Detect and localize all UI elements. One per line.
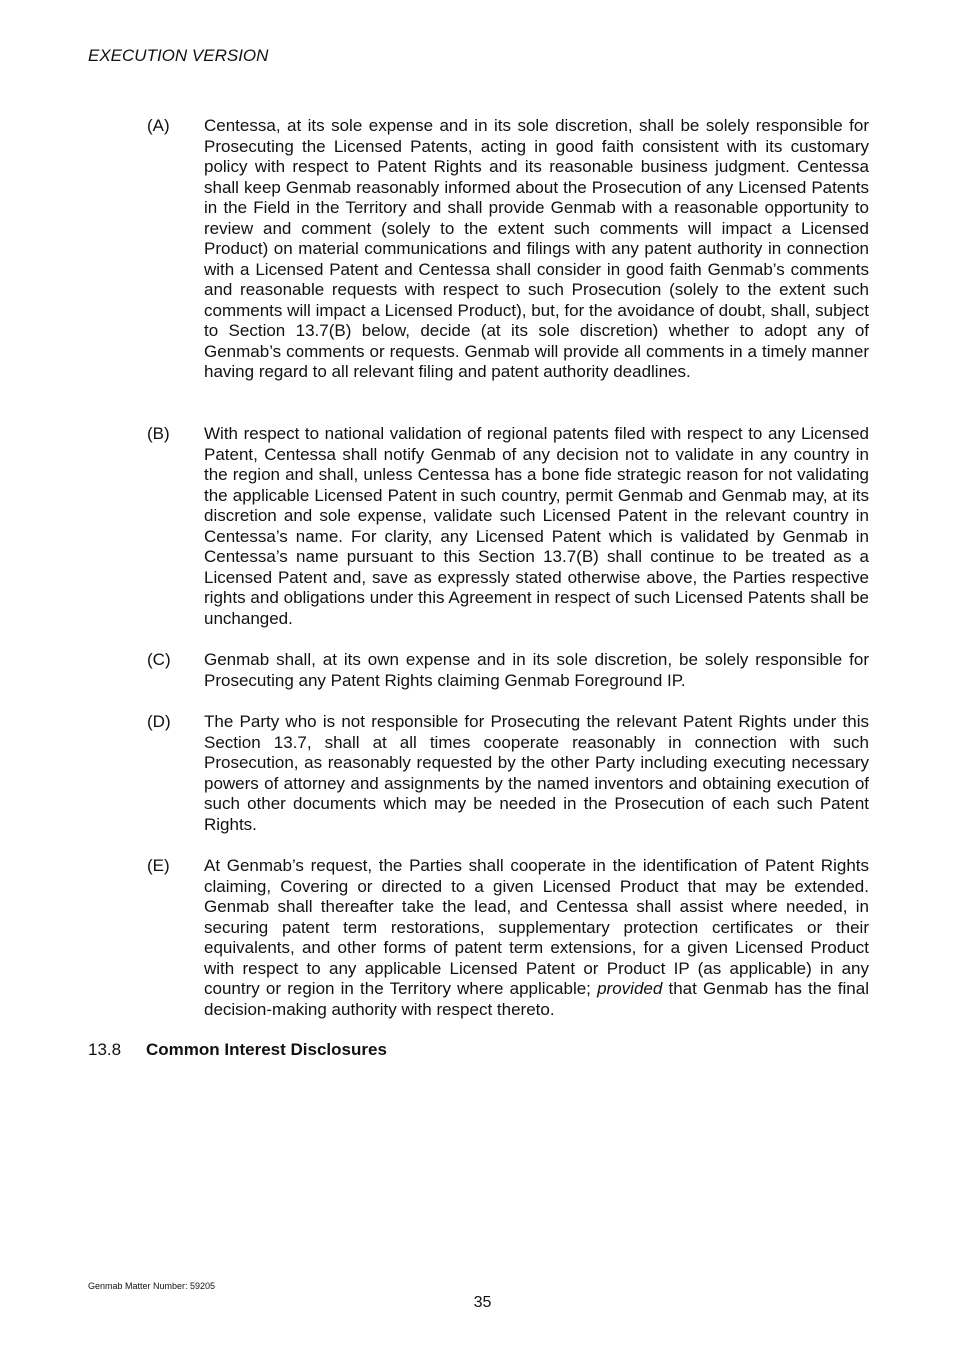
clause-label: (B) [147,424,170,443]
clause-text-after: that Genmab has the final decision-making authority with respect thereto. [204,979,869,1019]
clause-text-before: At Genmab’s request, the Parties shall cooperate in the identification of Patent Rights claiming, Covering or directed to a given Licensed Product that may be extended. Genmab shall thereafter take the lead, and Centessa shall assist where needed, in securing patent term restorations, supplementary protection certificates or their equivalents, and other forms of patent term extensions, for a given Licensed Product with respect to any applicable Licensed Patent or Product IP (as applicable) in any country or region in the Territory where applicable; [204,856,869,998]
clause-label: (E) [147,856,170,875]
execution-version-header: EXECUTION VERSION [88,46,269,65]
section-number: 13.8 [88,1040,122,1059]
clause-text: Centessa, at its sole expense and in its sole discretion, shall be solely responsible for Prosecuting the Licensed Patents, acting in good faith consistent with its customary policy with respect to Patent Rights and its reasonable business judgment. Centessa shall keep Genmab reasonably informed about the Prosecution of any Licensed Patents in the Field in the Territory and shall provide Genmab with a reasonable opportunity to review and comment (solely to the extent such comments will impact a Licensed Product) on material communications and filings with any patent authority in connection with a Licensed Patent and Centessa shall consider in good faith Genmab’s comments and reasonable requests with respect to such Prosecution (solely to the extent such comments will impact a Licensed Product), but, for the avoidance of doubt, shall, subject to Section 13.7(B) below, decide (at its sole discretion) whether to adopt any of Genmab’s comments or requests. Genmab will provide all comments in a timely manner having regard to all relevant filing and patent authority deadlines. [204,116,869,381]
section-title: Common Interest Disclosures [146,1040,387,1059]
clause-label: (D) [147,712,171,731]
clause-text [204,856,869,1020]
clause-label: (C) [147,650,171,669]
clause-text-italic: provided [597,979,663,998]
page-number: 35 [473,1294,492,1311]
clause-text: Genmab shall, at its own expense and in its sole discretion, be solely responsible for Prosecuting any Patent Rights claiming Genmab Foreground IP. [204,650,869,690]
clause-text: With respect to national validation of regional patents filed with respect to any Licensed Patent, Centessa shall notify Genmab of any decision not to validate in any country in the region and shall, unless Centessa has a bone fide strategic reason for not validating the applicable Licensed Patent in such country, permit Genmab and Genmab may, at its discretion and sole expense, validate such Licensed Patent in the relevant country in Centessa’s name. For clarity, any Licensed Patent which is validated by Genmab in Centessa’s name pursuant to this Section 13.7(B) shall continue to be treated as a Licensed Patent and, save as expressly stated otherwise above, the Parties respective rights and obligations under this Agreement in respect of such Licensed Patents shall be unchanged. [204,424,869,628]
matter-number: Genmab Matter Number: 59205 [88,1281,216,1291]
clause-label: (A) [147,116,170,135]
clause-text: The Party who is not responsible for Prosecuting the relevant Patent Rights under this Section 13.7, shall at all times cooperate reasonably in connection with such Prosecution, as reasonably requested by the other Party including executing necessary powers of attorney and assignments by the named inventors and obtaining execution of such other documents which may be needed in the Prosecution of each such Patent Rights. [204,712,869,834]
